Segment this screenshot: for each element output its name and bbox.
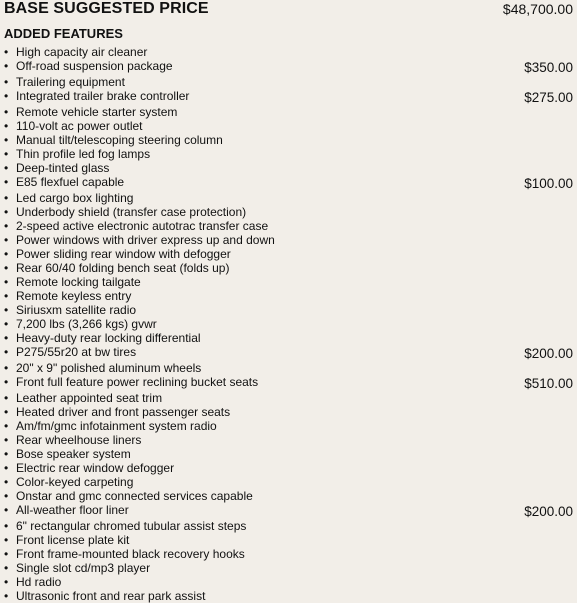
bullet-icon: •: [4, 361, 9, 375]
bullet-icon: •: [4, 547, 9, 561]
bullet-icon: •: [4, 219, 9, 233]
feature-name: Heated driver and front passenger seats: [16, 405, 231, 419]
bullet-icon: •: [4, 303, 9, 317]
bullet-icon: •: [4, 331, 9, 345]
feature-name: E85 flexfuel capable: [16, 175, 125, 189]
bullet-icon: •: [4, 375, 9, 389]
feature-name: 6" rectangular chromed tubular assist steps: [16, 519, 247, 533]
feature-item: [4, 561, 573, 575]
bullet-icon: •: [4, 119, 9, 133]
feature-name: Leather appointed seat trim: [16, 391, 163, 405]
feature-item: [4, 447, 573, 461]
feature-name: Heavy-duty rear locking differential: [16, 331, 201, 345]
feature-name: Remote locking tailgate: [16, 275, 141, 289]
feature-name: Electric rear window defogger: [16, 461, 175, 475]
features-list: [4, 45, 573, 603]
feature-name: Color-keyed carpeting: [16, 475, 134, 489]
bullet-icon: •: [4, 75, 9, 89]
base-price-value: $48,700.00: [502, 1, 573, 17]
bullet-icon: •: [4, 589, 9, 603]
feature-item: [4, 161, 573, 175]
bullet-icon: •: [4, 289, 9, 303]
feature-item: [4, 575, 573, 589]
bullet-icon: •: [4, 247, 9, 261]
feature-item: [4, 391, 573, 405]
feature-name: Front license plate kit: [16, 533, 130, 547]
feature-name: Single slot cd/mp3 player: [16, 561, 151, 575]
feature-item: [4, 345, 573, 361]
bullet-icon: •: [4, 433, 9, 447]
feature-item: [4, 133, 573, 147]
bullet-icon: •: [4, 461, 9, 475]
feature-item: [4, 219, 573, 233]
feature-price: $350.00: [524, 60, 573, 75]
feature-name: 110-volt ac power outlet: [16, 119, 143, 133]
feature-item: [4, 191, 573, 205]
feature-name: 2-speed active electronic autotrac transfer case: [16, 219, 269, 233]
feature-name: Ultrasonic front and rear park assist: [16, 589, 206, 603]
feature-item: [4, 331, 573, 345]
feature-item: [4, 405, 573, 419]
bullet-icon: •: [4, 575, 9, 589]
feature-name: Am/fm/gmc infotainment system radio: [16, 419, 217, 433]
added-features-title: ADDED FEATURES: [4, 26, 123, 41]
feature-name: P275/55r20 at bw tires: [16, 345, 137, 359]
bullet-icon: •: [4, 175, 9, 189]
bullet-icon: •: [4, 317, 9, 331]
feature-name: Integrated trailer brake controller: [16, 89, 190, 103]
bullet-icon: •: [4, 205, 9, 219]
feature-name: Remote vehicle starter system: [16, 105, 178, 119]
bullet-icon: •: [4, 133, 9, 147]
feature-item: [4, 503, 573, 519]
feature-item: [4, 59, 573, 75]
feature-item: [4, 317, 573, 331]
feature-item: [4, 205, 573, 219]
feature-name: Deep-tinted glass: [16, 161, 110, 175]
feature-name: Siriusxm satellite radio: [16, 303, 137, 317]
feature-item: [4, 519, 573, 533]
bullet-icon: •: [4, 105, 9, 119]
feature-name: Hd radio: [16, 575, 62, 589]
feature-name: Led cargo box lighting: [16, 191, 134, 205]
feature-item: [4, 375, 573, 391]
feature-item: [4, 489, 573, 503]
feature-price: $100.00: [524, 176, 573, 191]
bullet-icon: •: [4, 405, 9, 419]
feature-item: [4, 105, 573, 119]
feature-item: [4, 303, 573, 317]
feature-price: $200.00: [524, 504, 573, 519]
feature-name: Thin profile led fog lamps: [16, 147, 151, 161]
bullet-icon: •: [4, 161, 9, 175]
feature-name: Front frame-mounted black recovery hooks: [16, 547, 245, 561]
feature-item: [4, 275, 573, 289]
feature-item: [4, 89, 573, 105]
feature-item: [4, 589, 573, 603]
bullet-icon: •: [4, 345, 9, 359]
bullet-icon: •: [4, 89, 9, 103]
feature-name: All-weather floor liner: [16, 503, 129, 517]
bullet-icon: •: [4, 147, 9, 161]
bullet-icon: •: [4, 419, 9, 433]
feature-price: $275.00: [524, 90, 573, 105]
feature-name: Remote keyless entry: [16, 289, 132, 303]
feature-item: [4, 433, 573, 447]
feature-price: $510.00: [524, 376, 573, 391]
bullet-icon: •: [4, 275, 9, 289]
feature-name: Power sliding rear window with defogger: [16, 247, 231, 261]
feature-item: [4, 475, 573, 489]
feature-item: [4, 75, 573, 89]
feature-item: [4, 419, 573, 433]
feature-item: [4, 289, 573, 303]
feature-item: [4, 233, 573, 247]
feature-name: Onstar and gmc connected services capable: [16, 489, 253, 503]
feature-name: Bose speaker system: [16, 447, 131, 461]
bullet-icon: •: [4, 191, 9, 205]
feature-name: Power windows with driver express up and down: [16, 233, 275, 247]
feature-name: Trailering equipment: [16, 75, 125, 89]
feature-name: Rear wheelhouse liners: [16, 433, 142, 447]
feature-item: [4, 261, 573, 275]
bullet-icon: •: [4, 503, 9, 517]
bullet-icon: •: [4, 489, 9, 503]
feature-item: [4, 361, 573, 375]
feature-item: [4, 119, 573, 133]
bullet-icon: •: [4, 233, 9, 247]
feature-name: High capacity air cleaner: [16, 45, 148, 59]
feature-item: [4, 533, 573, 547]
base-price-row: [4, 0, 573, 20]
feature-name: Underbody shield (transfer case protection): [16, 205, 247, 219]
feature-name: Front full feature power reclining bucket seats: [16, 375, 259, 389]
feature-item: [4, 147, 573, 161]
feature-name: Off-road suspension package: [16, 59, 173, 73]
bullet-icon: •: [4, 533, 9, 547]
bullet-icon: •: [4, 519, 9, 533]
feature-item: [4, 547, 573, 561]
feature-name: 7,200 lbs (3,266 kgs) gvwr: [16, 317, 157, 331]
bullet-icon: •: [4, 45, 9, 59]
bullet-icon: •: [4, 447, 9, 461]
feature-item: [4, 45, 573, 59]
bullet-icon: •: [4, 261, 9, 275]
bullet-icon: •: [4, 561, 9, 575]
bullet-icon: •: [4, 475, 9, 489]
feature-price: $200.00: [524, 346, 573, 361]
feature-item: [4, 247, 573, 261]
feature-name: Rear 60/40 folding bench seat (folds up): [16, 261, 230, 275]
bullet-icon: •: [4, 59, 9, 73]
feature-item: [4, 461, 573, 475]
feature-name: 20" x 9" polished aluminum wheels: [16, 361, 202, 375]
feature-item: [4, 175, 573, 191]
base-price-label: BASE SUGGESTED PRICE: [4, 0, 209, 17]
feature-name: Manual tilt/telescoping steering column: [16, 133, 223, 147]
bullet-icon: •: [4, 391, 9, 405]
